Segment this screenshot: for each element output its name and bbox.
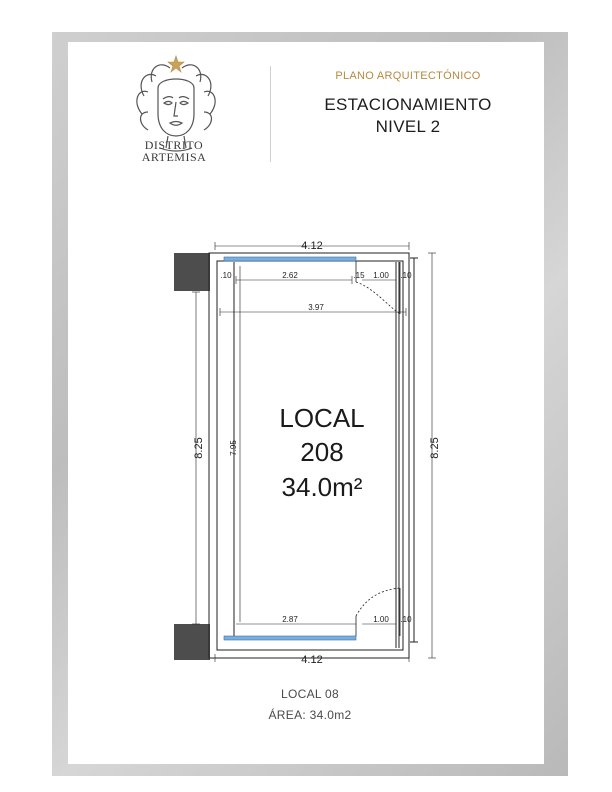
document-title-line1: ESTACIONAMIENTO bbox=[324, 95, 492, 114]
dim-inner-width: 3.97 bbox=[308, 303, 324, 312]
dim-left-height: 8.25 bbox=[193, 437, 205, 459]
door-swing-top bbox=[356, 282, 400, 314]
dim-bottom-inner: 2.87 bbox=[282, 615, 298, 624]
header-divider bbox=[270, 66, 271, 162]
room-area: 34.0m² bbox=[281, 472, 363, 502]
column-bottom-left bbox=[174, 624, 210, 660]
dim-small-top-mid: .15 bbox=[353, 271, 365, 280]
window-bottom bbox=[224, 636, 356, 640]
dim-top-width: 4.12 bbox=[301, 240, 323, 252]
document-kicker: PLANO ARQUITECTÓNICO bbox=[335, 70, 481, 82]
room-number: 208 bbox=[300, 437, 344, 467]
dim-small-top-left: .10 bbox=[220, 271, 232, 280]
window-top bbox=[224, 257, 356, 261]
footer-local: LOCAL 08 bbox=[281, 687, 339, 701]
dim-top-door: 1.00 bbox=[373, 271, 389, 280]
dim-small-top-right: .10 bbox=[400, 271, 412, 280]
door-swing-bottom bbox=[356, 588, 400, 616]
brand-name-line1: DISTRITO bbox=[144, 138, 204, 152]
dim-small-bottom-right: .10 bbox=[400, 615, 412, 624]
dim-bottom-width: 4.12 bbox=[301, 654, 323, 666]
dim-inner-height: 7.95 bbox=[229, 440, 238, 456]
dim-right-height: 8.25 bbox=[429, 437, 441, 459]
brand-name-line2: ARTEMISA bbox=[141, 150, 207, 164]
dim-bottom-door: 1.00 bbox=[373, 615, 389, 624]
document-title-line2: NIVEL 2 bbox=[375, 117, 441, 136]
column-top-left bbox=[174, 253, 210, 291]
dim-top-inner: 2.62 bbox=[282, 271, 298, 280]
footer-area: ÁREA: 34.0m2 bbox=[268, 708, 352, 722]
floor-plan bbox=[160, 230, 460, 670]
room-name: LOCAL bbox=[279, 403, 365, 433]
